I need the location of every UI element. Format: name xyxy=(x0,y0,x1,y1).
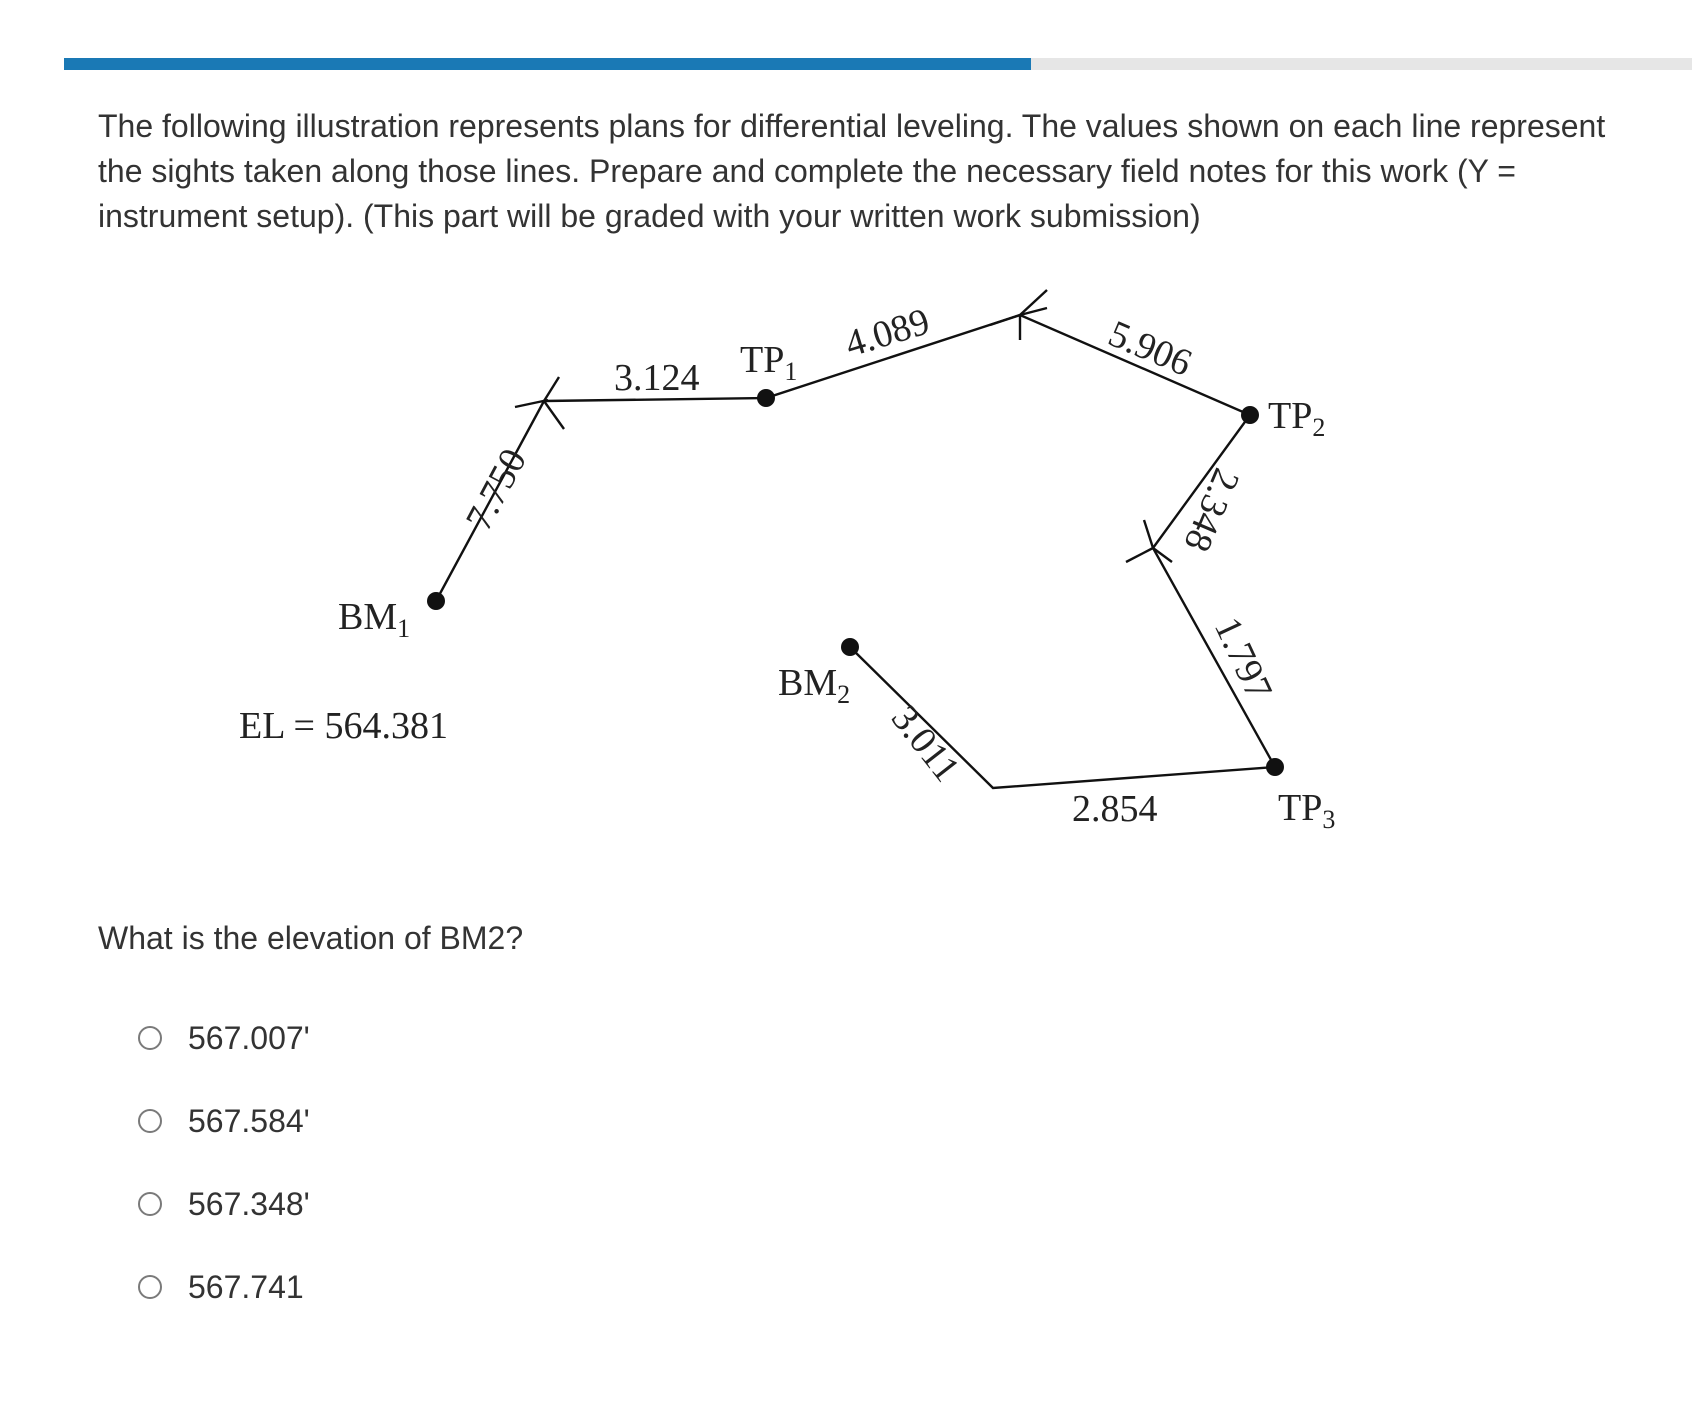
answer-option-label: 567.007' xyxy=(188,1019,310,1056)
answer-options xyxy=(138,1018,310,1350)
sight-value: 5.906 xyxy=(1102,312,1198,385)
station-label-tp1: $TP_1$ xyxy=(740,339,798,386)
sight-value: 2.348 xyxy=(1175,462,1248,558)
sight-value: 3.011 xyxy=(882,697,968,790)
traverse-line xyxy=(436,312,1275,788)
station-point-bm2 xyxy=(841,638,859,656)
station-label-bm1: $BM_1$ xyxy=(338,596,411,643)
station-label-bm2: $BM_2$ xyxy=(778,662,851,709)
prompt-text: What is the elevation of BM2? xyxy=(98,920,524,956)
answer-option[interactable] xyxy=(138,1267,310,1307)
station-label-tp2: $TP_2$ xyxy=(1268,395,1326,442)
radio-button[interactable] xyxy=(138,1192,162,1216)
station-point-tp1 xyxy=(757,389,775,407)
answer-option[interactable] xyxy=(138,1184,310,1224)
station-point-tp2 xyxy=(1241,406,1259,424)
sight-value: 3.124 xyxy=(614,357,700,399)
instrument-setup-2 xyxy=(990,290,1047,340)
progress-bar-fill xyxy=(64,58,1031,70)
radio-button[interactable] xyxy=(138,1109,162,1133)
sight-value: 7.750 xyxy=(457,442,536,538)
radio-button[interactable] xyxy=(138,1026,162,1050)
sight-value: 2.854 xyxy=(1072,788,1158,830)
answer-option-label: 567.348' xyxy=(188,1185,310,1222)
question-text: The following illustration represents plans for differential leveling. The values shown on each line represent the sights taken along those lines. Prepare and complete the necessary field notes for this work (Y = instrument setup). (This part will be graded with your written work submission) xyxy=(98,108,1606,234)
answer-option-label: 567.741 xyxy=(188,1268,304,1305)
station-point-tp3 xyxy=(1266,758,1284,776)
station-point-bm1 xyxy=(427,592,445,610)
sight-value: 1.797 xyxy=(1205,611,1281,707)
instrument-setup-3 xyxy=(1126,520,1172,562)
answer-option-label: 567.584' xyxy=(188,1102,310,1139)
answer-option[interactable] xyxy=(138,1101,310,1141)
progress-bar xyxy=(64,58,1692,70)
sight-value: 4.089 xyxy=(840,300,935,366)
leveling-diagram xyxy=(0,280,1692,860)
radio-button[interactable] xyxy=(138,1275,162,1299)
answer-option[interactable] xyxy=(138,1018,310,1058)
instrument-setup-1 xyxy=(515,377,564,429)
elevation-label: EL = 564.381 xyxy=(239,705,448,747)
station-label-tp3: $TP_3$ xyxy=(1278,787,1336,834)
